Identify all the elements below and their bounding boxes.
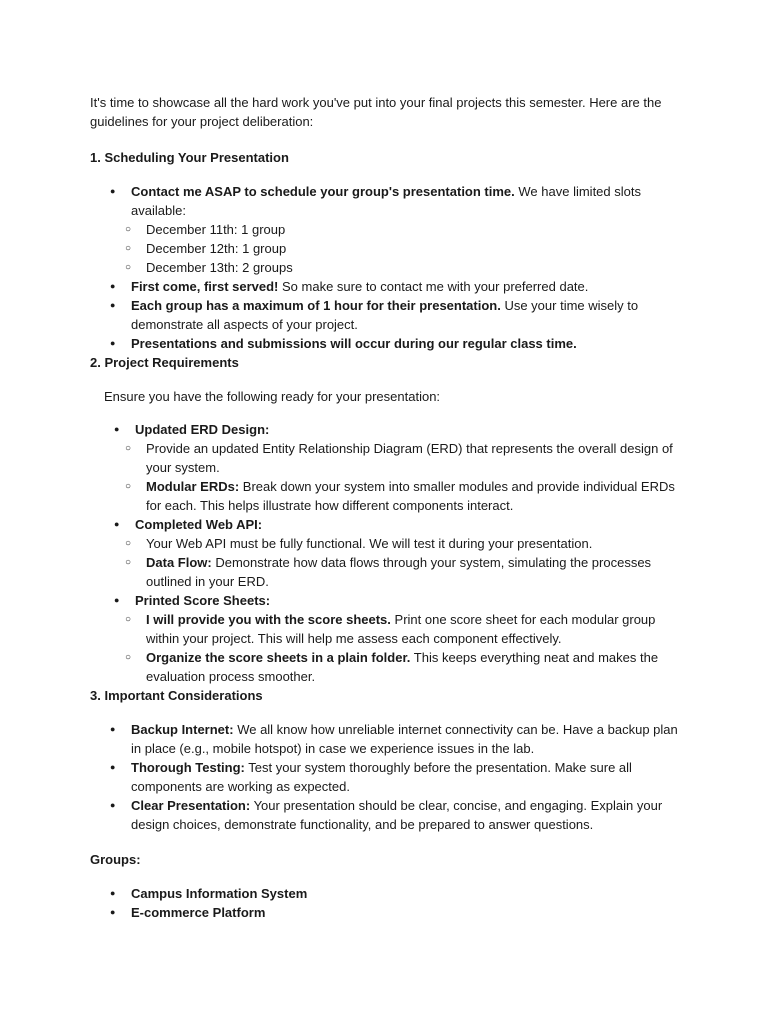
item-text: Your presentation should be clear, concise, and engaging. Explain your design choices, demonstrate functionality, and be prepared to answer questions.: [131, 798, 663, 832]
item-bold: Thorough Testing:: [131, 760, 245, 775]
item-bold: Each group has a maximum of 1 hour for their presentation.: [131, 298, 501, 313]
item-bold: Modular ERDs:: [146, 479, 240, 494]
group-name: Campus Information System: [131, 886, 308, 901]
item-text: We all know how unreliable internet connectivity can be. Have a backup plan in place (e.g., mobile hotspot) in case we experience issues in the lab.: [131, 722, 678, 756]
list-item: [90, 591, 678, 610]
sub-item: [90, 610, 678, 648]
item-bold: First come, first served!: [131, 279, 279, 294]
requirements-note: Ensure you have the following ready for your presentation:: [104, 389, 441, 404]
list-item: [90, 182, 678, 220]
item-bold: Clear Presentation:: [131, 798, 251, 813]
item-text: This keeps everything neat and makes the evaluation process smoother.: [146, 650, 659, 684]
list-item: [90, 296, 678, 334]
group-item: [90, 884, 678, 903]
intro-paragraph: It's time to showcase all the hard work you've put into your final projects this semester. Here are the guidelines for your project deliberation:: [90, 95, 662, 129]
list-item: [90, 277, 678, 296]
groups-list: [90, 884, 678, 922]
list-item: [90, 796, 678, 834]
item-bold: Data Flow:: [146, 555, 212, 570]
item-text: Print one score sheet for each modular group within your project. This will help me assess each component effectively.: [146, 612, 656, 646]
list-item: [90, 758, 678, 796]
item-bold: Printed Score Sheets:: [135, 593, 271, 608]
section-heading-scheduling: 1. Scheduling Your Presentation: [90, 150, 289, 165]
list-item: [90, 420, 678, 439]
item-bold: I will provide you with the score sheets.: [146, 612, 391, 627]
item-bold: Backup Internet:: [131, 722, 234, 737]
slot-item: ○ December 12th: 1 group: [90, 239, 678, 258]
scheduling-list: [90, 182, 678, 353]
item-text: Use your time wisely to demonstrate all aspects of your project.: [131, 298, 639, 332]
group-name: E-commerce Platform: [131, 905, 266, 920]
slot-item: ○ December 13th: 2 groups: [90, 258, 678, 277]
section-heading-requirements: 2. Project Requirements: [90, 355, 239, 370]
item-text: Test your system thoroughly before the presentation. Make sure all components are working as expected.: [131, 760, 632, 794]
sub-item: [90, 477, 678, 515]
section-heading-considerations: 3. Important Considerations: [90, 688, 263, 703]
sub-item: ○ Your Web API must be fully functional. We will test it during your presentation.: [90, 534, 678, 553]
list-item: [90, 515, 678, 534]
item-text: Demonstrate how data flows through your system, simulating the processes outlined in your ERD.: [146, 555, 652, 589]
sub-item: ○ Provide an updated Entity Relationship Diagram (ERD) that represents the overall design of your system.: [90, 439, 678, 477]
considerations-list: [90, 720, 678, 834]
item-bold: Completed Web API:: [135, 517, 263, 532]
item-bold: Presentations and submissions will occur during our regular class time.: [131, 336, 577, 351]
item-bold: Organize the score sheets in a plain folder.: [146, 650, 411, 665]
item-text: So make sure to contact me with your preferred date.: [278, 279, 589, 294]
slot-item: ○ December 11th: 1 group: [90, 220, 678, 239]
item-bold: Updated ERD Design:: [135, 422, 270, 437]
groups-heading: Groups:: [90, 852, 141, 867]
sub-item: [90, 553, 678, 591]
item-text: Break down your system into smaller modules and provide individual ERDs for each. This helps illustrate how different components interact.: [146, 479, 675, 513]
list-item: [90, 720, 678, 758]
group-item: [90, 903, 678, 922]
item-bold: Contact me ASAP to schedule your group's presentation time.: [131, 184, 515, 199]
requirements-list: [90, 420, 678, 686]
sub-item: [90, 648, 678, 686]
item-text: We have limited slots available:: [131, 184, 641, 218]
list-item: [90, 334, 678, 353]
